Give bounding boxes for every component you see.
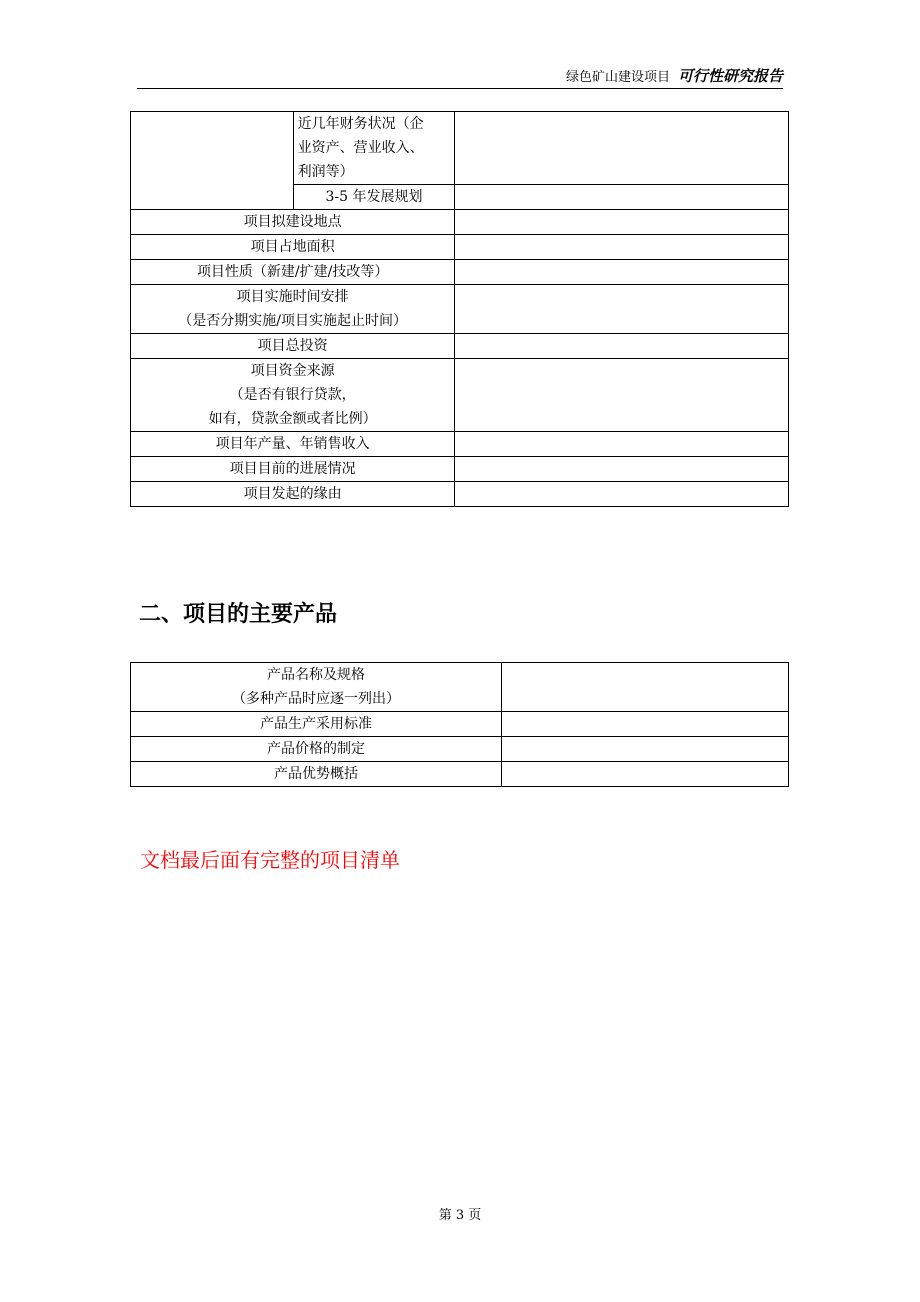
table-cell-label: 项目总投资 — [131, 334, 455, 359]
table-cell-value[interactable] — [502, 737, 789, 762]
project-info-table — [130, 111, 789, 507]
table-cell-label: 3-5 年发展规划 — [293, 185, 455, 210]
table-cell-value[interactable] — [455, 260, 789, 285]
label-line: 产品名称及规格 — [267, 667, 365, 683]
table-row — [131, 334, 789, 359]
page-header — [137, 64, 783, 89]
table-cell-label: 项目发起的缘由 — [131, 482, 455, 507]
label-line: 业资产、营业收入、 — [297, 140, 424, 156]
table-cell-value[interactable] — [455, 432, 789, 457]
label-line: 项目资金来源 — [250, 363, 335, 379]
table-cell-value[interactable] — [502, 712, 789, 737]
label-line: （多种产品时应逐一列出） — [232, 691, 400, 707]
table-cell-label — [131, 359, 455, 432]
page-number: 第 3 页 — [438, 1208, 482, 1223]
table-row — [131, 285, 789, 334]
table-cell-value[interactable] — [455, 482, 789, 507]
table-cell-value[interactable] — [455, 457, 789, 482]
table-cell-label: 产品生产采用标准 — [131, 712, 502, 737]
table-cell-label: 项目性质（新建/扩建/技改等） — [131, 260, 455, 285]
product-table — [130, 662, 789, 787]
table-row — [131, 112, 789, 185]
table-row — [131, 210, 789, 235]
table-cell-value[interactable] — [455, 334, 789, 359]
table-cell-label: 项目年产量、年销售收入 — [131, 432, 455, 457]
label-line: 如有，贷款金额或者比例） — [208, 411, 377, 427]
table-cell-value[interactable] — [455, 235, 789, 260]
table-cell-value[interactable] — [455, 359, 789, 432]
table-cell-value[interactable] — [455, 185, 789, 210]
label-line: （是否有银行贷款， — [229, 387, 356, 403]
label-line: （是否分期实施/项目实施起止时间） — [178, 313, 408, 329]
table-row — [131, 762, 789, 787]
table-row — [131, 235, 789, 260]
table-row — [131, 260, 789, 285]
table-row — [131, 457, 789, 482]
table-cell-value[interactable] — [502, 762, 789, 787]
table-cell-label: 产品价格的制定 — [131, 737, 502, 762]
header-project-name: 绿色矿山建设项目 — [565, 70, 670, 85]
table-cell-label: 项目占地面积 — [131, 235, 455, 260]
header-report-title: 可行性研究报告 — [677, 67, 783, 85]
table-cell-value[interactable] — [455, 210, 789, 235]
table-row — [131, 737, 789, 762]
table-cell-label: 项目目前的进展情况 — [131, 457, 455, 482]
table-cell-blank — [131, 112, 294, 210]
label-line: 项目实施时间安排 — [236, 289, 349, 305]
section-title: 二、项目的主要产品 — [139, 602, 338, 627]
table-row — [131, 432, 789, 457]
table-cell-label — [131, 285, 455, 334]
table-row — [131, 663, 789, 712]
table-row — [131, 712, 789, 737]
table-row — [131, 482, 789, 507]
table-cell-label: 项目拟建设地点 — [131, 210, 455, 235]
table-cell-value[interactable] — [455, 112, 789, 185]
label-line: 利润等） — [297, 164, 354, 180]
table-cell-label — [293, 112, 455, 185]
table-cell-value[interactable] — [502, 663, 789, 712]
label-line: 近几年财务状况（企 — [297, 116, 424, 132]
project-list-note: 文档最后面有完整的项目清单 — [140, 848, 400, 872]
table-cell-label — [131, 663, 502, 712]
table-cell-label: 产品优势概括 — [131, 762, 502, 787]
table-cell-value[interactable] — [455, 285, 789, 334]
table-row — [131, 359, 789, 432]
